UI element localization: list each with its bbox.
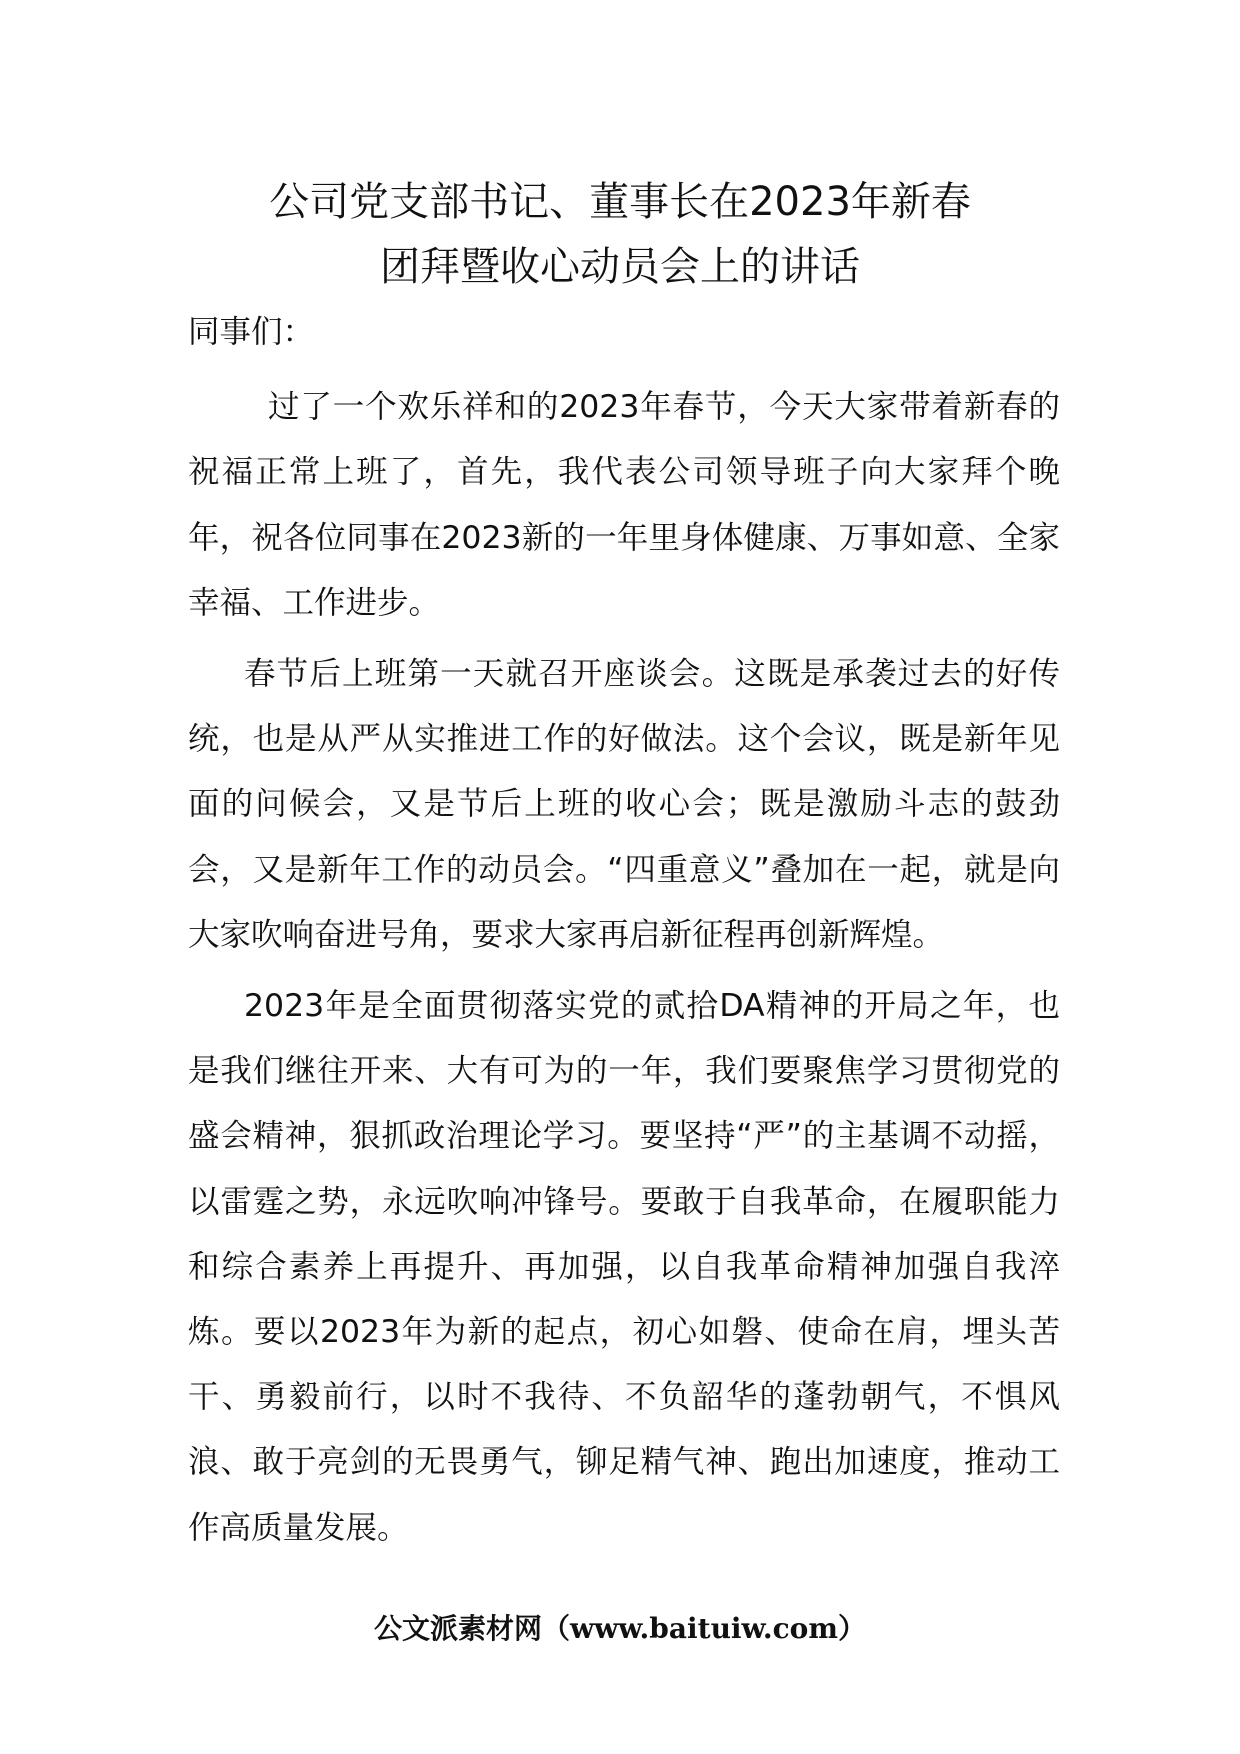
salutation: 同事们： [188,314,315,350]
paragraph-1: 过了一个欢乐祥和的2023年春节，今天大家带着新春的祝福正常上班了，首先，我代表公司领导班子向大家拜个晚年，祝各位同事在2023新的一年里身体健康、万事如意、全家幸福、工作进步。 [188,389,1060,621]
document-body [188,300,1060,1561]
document-title-line-1: 公司党支部书记、董事长在2023年新春 [269,179,971,225]
paragraph-3: 2023年是全面贯彻落实党的贰拾DA精神的开局之年，也是我们继往开来、大有可为的一年，我们要聚焦学习贯彻党的盛会精神，狠抓政治理论学习。要坚持“严”的主基调不动摇，以雷霆之势，永远吹响冲锋号。要敢于自我革命，在履职能力和综合素养上再提升、再加强，以自我革命精神加强自我淬炼。要以2023年为新的起点，初心如磐、使命在肩，埋头苦干、勇毅前行，以时不我待、不负韶华的蓬勃朝气，不惧风浪、敢于亮剑的无畏勇气，铆足精气神、跑出加速度，推动工作高质量发展。 [188,988,1060,1546]
footer-watermark-link: 公文派素材网（www.baituiw.com） [374,1612,866,1645]
document-title-line-2: 团拜暨收心动员会上的讲话 [380,244,860,290]
paragraph-2: 春节后上班第一天就召开座谈会。这既是承袭过去的好传统，也是从严从实推进工作的好做法。这个会议，既是新年见面的问候会，又是节后上班的收心会；既是激励斗志的鼓劲会，又是新年工作的动员会。“四重意义”叠加在一起，就是向大家吹响奋进号角，要求大家再启新征程再创新辉煌。 [188,656,1060,953]
